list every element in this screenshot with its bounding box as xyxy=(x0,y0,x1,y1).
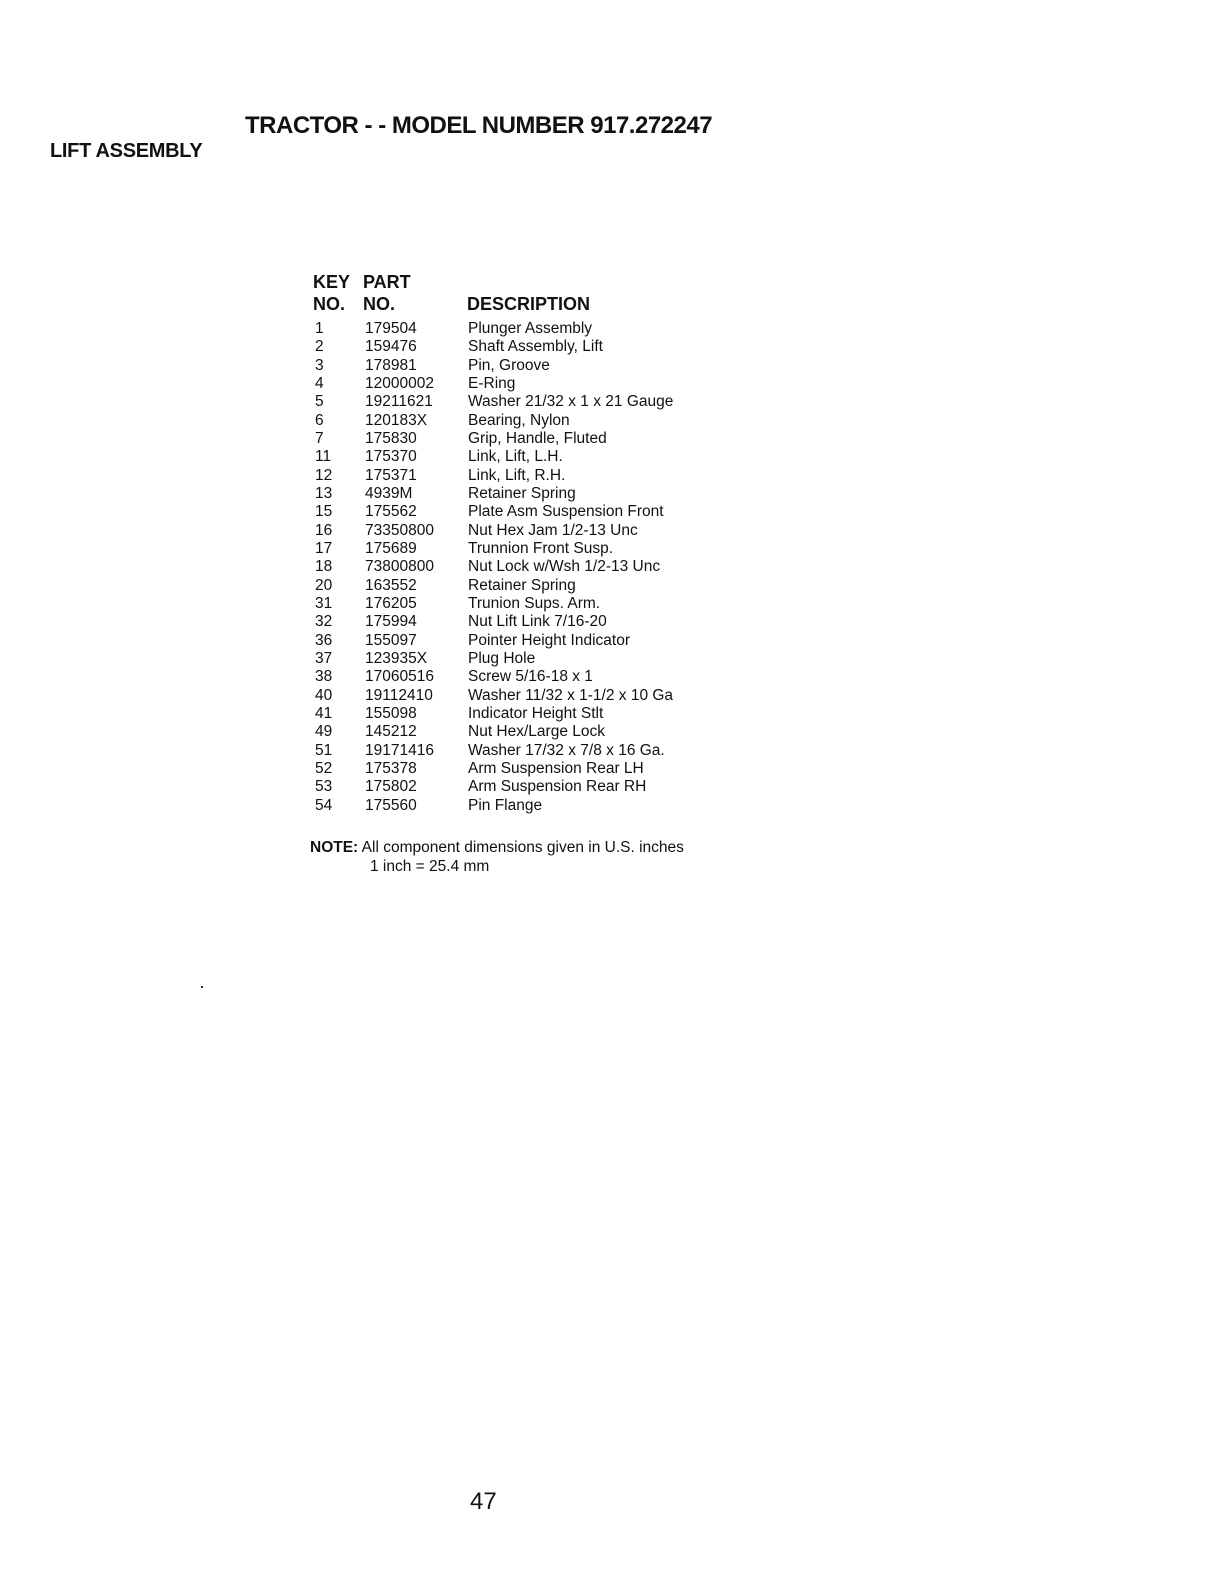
key-no: 38 xyxy=(315,668,333,686)
part-description: E-Ring xyxy=(468,374,516,392)
table-row xyxy=(313,723,773,741)
table-header xyxy=(313,272,773,316)
table-row xyxy=(313,558,773,576)
part-description: Screw 5/16-18 x 1 xyxy=(468,668,593,686)
table-row xyxy=(313,448,773,466)
key-no: 3 xyxy=(315,356,324,374)
part-no: 175689 xyxy=(365,539,417,557)
table-row xyxy=(313,595,773,613)
key-no: 51 xyxy=(315,741,333,759)
header-key-line1: KEY xyxy=(313,272,351,292)
part-no: 19211621 xyxy=(365,393,433,411)
table-row xyxy=(313,393,773,411)
part-no: 73350800 xyxy=(365,521,434,539)
key-no: 17 xyxy=(315,539,333,557)
part-no: 19112410 xyxy=(365,686,433,704)
table-row xyxy=(313,797,773,815)
table-row xyxy=(313,375,773,393)
key-no: 5 xyxy=(315,393,324,411)
key-no: 40 xyxy=(315,686,333,704)
part-description: Retainer Spring xyxy=(468,484,576,502)
part-no: 17060516 xyxy=(365,668,434,686)
header-part-line2: NO. xyxy=(363,294,396,314)
table-row xyxy=(313,522,773,540)
part-no: 155098 xyxy=(365,704,417,722)
part-description: Plug Hole xyxy=(468,649,536,667)
table-body xyxy=(313,320,773,815)
key-no: 16 xyxy=(315,521,333,539)
table-row xyxy=(313,742,773,760)
note-label: NOTE: xyxy=(310,839,359,856)
part-no: 145212 xyxy=(365,723,417,741)
part-description: Washer 17/32 x 7/8 x 16 Ga. xyxy=(468,741,665,759)
part-no: 175560 xyxy=(365,796,417,814)
table-row xyxy=(313,430,773,448)
part-no: 178981 xyxy=(365,356,417,374)
part-description: Plunger Assembly xyxy=(468,320,593,337)
part-description: Nut Hex/Large Lock xyxy=(468,723,605,741)
table-row xyxy=(313,778,773,796)
key-no: 1 xyxy=(315,320,324,337)
part-no: 12000002 xyxy=(365,374,434,392)
table-row xyxy=(313,412,773,430)
part-no: 179504 xyxy=(365,320,417,337)
part-no: 176205 xyxy=(365,594,417,612)
key-no: 4 xyxy=(315,374,324,392)
part-no: 4939M xyxy=(365,484,413,502)
page-title: TRACTOR - - MODEL NUMBER 917.272247 xyxy=(245,112,713,139)
part-description: Grip, Handle, Fluted xyxy=(468,429,607,447)
parts-table xyxy=(313,272,773,815)
key-no: 6 xyxy=(315,411,324,429)
scan-speck xyxy=(201,986,203,988)
part-no: 175378 xyxy=(365,759,417,777)
part-description: Pin Flange xyxy=(468,796,543,814)
note xyxy=(310,838,684,875)
table-row xyxy=(313,503,773,521)
key-no: 36 xyxy=(315,631,333,649)
part-no: 73800800 xyxy=(365,558,434,576)
table-row xyxy=(313,577,773,595)
table-row xyxy=(313,760,773,778)
key-no: 18 xyxy=(315,558,333,576)
part-description: Shaft Assembly, Lift xyxy=(468,338,603,356)
part-no: 120183X xyxy=(365,411,428,429)
table-row xyxy=(313,540,773,558)
part-description: Trunion Sups. Arm. xyxy=(468,594,601,612)
page-number: 47 xyxy=(470,1488,497,1515)
table-row xyxy=(313,632,773,650)
table-row xyxy=(313,613,773,631)
part-description: Washer 11/32 x 1-1/2 x 10 Ga xyxy=(468,686,674,704)
key-no: 32 xyxy=(315,613,333,631)
key-no: 49 xyxy=(315,723,333,741)
part-no: 123935X xyxy=(365,649,428,667)
header-part-line1: PART xyxy=(363,272,411,292)
key-no: 7 xyxy=(315,429,324,447)
part-description: Pin, Groove xyxy=(468,356,550,374)
part-no: 175830 xyxy=(365,429,417,447)
header-key-line2: NO. xyxy=(313,294,346,314)
table-row xyxy=(313,338,773,356)
part-description: Arm Suspension Rear LH xyxy=(468,759,644,777)
part-description: Indicator Height Stlt xyxy=(468,704,604,722)
table-row xyxy=(313,668,773,686)
part-no: 175370 xyxy=(365,448,417,466)
key-no: 2 xyxy=(315,338,324,356)
key-no: 20 xyxy=(315,576,333,594)
key-no: 15 xyxy=(315,503,333,521)
part-no: 175802 xyxy=(365,778,417,796)
key-no: 12 xyxy=(315,466,333,484)
header-description: DESCRIPTION xyxy=(467,294,591,314)
table-row xyxy=(313,357,773,375)
note-line1: All component dimensions given in U.S. inches xyxy=(361,839,684,856)
part-description: Washer 21/32 x 1 x 21 Gauge xyxy=(468,393,674,411)
section-title: LIFT ASSEMBLY xyxy=(50,140,203,162)
part-description: Nut Lock w/Wsh 1/2-13 Unc xyxy=(468,558,661,576)
key-no: 11 xyxy=(315,448,332,466)
part-description: Link, Lift, R.H. xyxy=(468,466,566,484)
part-no: 155097 xyxy=(365,631,417,649)
part-no: 175994 xyxy=(365,613,417,631)
key-no: 13 xyxy=(315,484,333,502)
key-no: 31 xyxy=(315,594,333,612)
key-no: 41 xyxy=(315,704,333,722)
key-no: 54 xyxy=(315,796,333,814)
part-description: Pointer Height Indicator xyxy=(468,631,630,649)
table-row xyxy=(313,705,773,723)
table-row xyxy=(313,687,773,705)
part-description: Arm Suspension Rear RH xyxy=(468,778,647,796)
part-description: Trunnion Front Susp. xyxy=(468,539,614,557)
part-no: 175371 xyxy=(365,466,417,484)
part-no: 19171416 xyxy=(365,741,434,759)
part-no: 159476 xyxy=(365,338,417,356)
table-row xyxy=(313,320,773,338)
part-description: Link, Lift, L.H. xyxy=(468,448,563,466)
key-no: 52 xyxy=(315,759,333,777)
table-row xyxy=(313,485,773,503)
part-description: Nut Lift Link 7/16-20 xyxy=(468,613,607,631)
part-description: Nut Hex Jam 1/2-13 Unc xyxy=(468,521,638,539)
part-description: Retainer Spring xyxy=(468,576,576,594)
part-description: Bearing, Nylon xyxy=(468,411,570,429)
key-no: 37 xyxy=(315,649,333,667)
part-description: Plate Asm Suspension Front xyxy=(468,503,664,521)
table-row xyxy=(313,650,773,668)
part-no: 175562 xyxy=(365,503,417,521)
note-line2: 1 inch = 25.4 mm xyxy=(370,858,490,875)
key-no: 53 xyxy=(315,778,333,796)
table-row xyxy=(313,467,773,485)
part-no: 163552 xyxy=(365,576,417,594)
